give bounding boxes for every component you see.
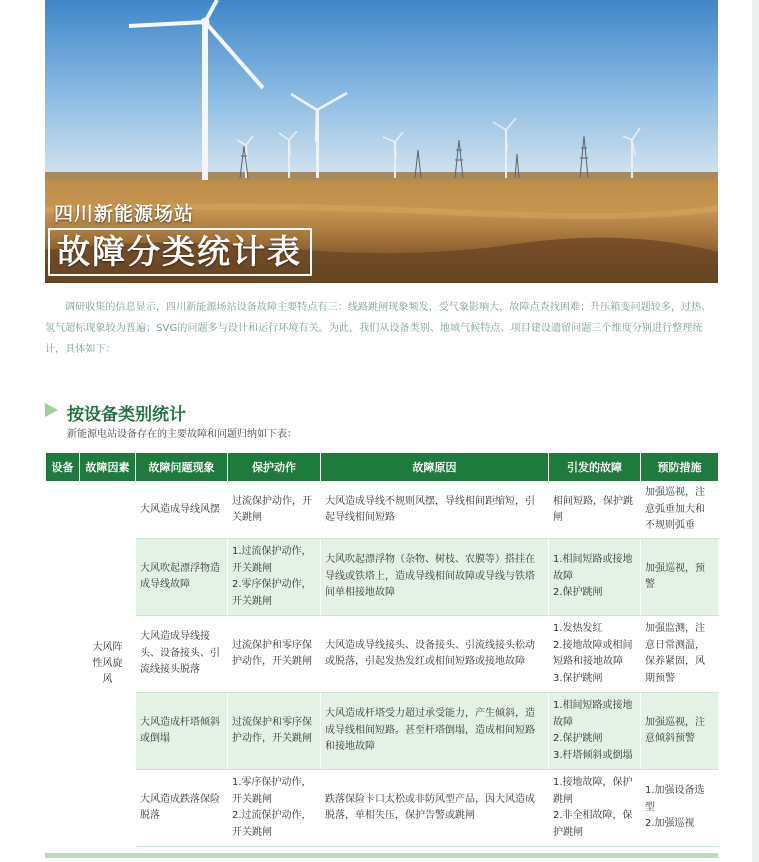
prevention-cell: 加强巡视，注意倾斜预警 bbox=[641, 693, 719, 770]
action-cell: 过流保护动作，开关跳闸 bbox=[228, 482, 321, 539]
intro-paragraph: 调研收集的信息显示，四川新能源场站设备故障主要特点有三：线路跳闸现象频发，受气象影响大，故障点查找困难；升压箱变问题较多，过热、氢气超标现象较为普遍；SVG的问题多与设计和运行环境有关。为此，我们从设备类别、地域气候特点、项目建设遗留问题三个维度分别进行整理统计，具体如下： bbox=[45, 302, 712, 355]
section-title: 按设备类别统计 bbox=[67, 405, 186, 425]
phenomenon-cell: 大风造成杆塔倾斜或倒塌 bbox=[136, 693, 228, 770]
result-cell: 1.接地故障，保护跳闸 2.非全相故障，保护跳闸 bbox=[549, 770, 641, 847]
prevention-cell: 加强巡视，预警 bbox=[641, 539, 719, 616]
cause-cell: 大风造成导线接头、设备接头、引流线接头松动或脱落，引起发热发红或相间短路或接地故障 bbox=[321, 616, 549, 693]
fault-table bbox=[45, 452, 719, 847]
action-cell: 1.零序保护动作，开关跳闸 2.过流保护动作，开关跳闸 bbox=[228, 770, 321, 847]
bottom-divider bbox=[45, 853, 718, 858]
hero-title: 故障分类统计表 bbox=[48, 228, 312, 276]
header-prevention: 预防措施 bbox=[641, 453, 719, 482]
table-row bbox=[46, 482, 719, 539]
page-edge bbox=[752, 0, 759, 862]
phenomenon-cell: 大风造成导线风摆 bbox=[136, 482, 228, 539]
table-row bbox=[46, 539, 719, 616]
header-factor: 故障因素 bbox=[80, 453, 136, 482]
result-cell: 相间短路，保护跳闸 bbox=[549, 482, 641, 539]
section-description: 新能源电站设备存在的主要故障和问题归纳如下表： bbox=[67, 429, 297, 440]
cause-cell: 大风造成杆塔受力超过承受能力，产生倾斜，造成导线相间短路。甚至杆塔倒塌，造成相间短路和接地故障 bbox=[321, 693, 549, 770]
cause-cell: 大风造成导线不规则风摆，导线相间距缩短，引起导线相间短路 bbox=[321, 482, 549, 539]
result-cell: 1.发热发红 2.接地故障或相间短路和接地故障 3.保护跳闸 bbox=[549, 616, 641, 693]
prevention-cell: 加强巡视，注意弧垂加大和不规则弧垂 bbox=[641, 482, 719, 539]
equipment-cell: 集电线路 bbox=[46, 482, 80, 847]
phenomenon-cell: 大风吹起漂浮物造成导线故障 bbox=[136, 539, 228, 616]
factor-text: 大风阵性风旋风 bbox=[92, 642, 123, 685]
header-action: 保护动作 bbox=[228, 453, 321, 482]
prevention-cell: 1.加强设备选型 2.加强巡视 bbox=[641, 770, 719, 847]
triangle-arrow-icon bbox=[45, 403, 58, 417]
table-header-row bbox=[46, 453, 719, 482]
header-phenomenon: 故障问题现象 bbox=[136, 453, 228, 482]
action-cell: 过流保护和零序保护动作，开关跳闸 bbox=[228, 693, 321, 770]
hero-banner bbox=[45, 0, 718, 283]
result-cell: 1.相间短路或接地故障 2.保护跳闸 3.杆塔倾斜或倒塌 bbox=[549, 693, 641, 770]
action-cell: 1.过流保护动作，开关跳闸 2.零序保护动作，开关跳闸 bbox=[228, 539, 321, 616]
prevention-cell: 加强监测，注意日常测温，保养紧固，风期预警 bbox=[641, 616, 719, 693]
table-row bbox=[46, 693, 719, 770]
action-cell: 过流保护和零序保护动作，开关跳闸 bbox=[228, 616, 321, 693]
cause-cell: 跌落保险卡口太松或非防风型产品，因大风造成脱落，单相失压，保护告警或跳闸 bbox=[321, 770, 549, 847]
table-row bbox=[46, 616, 719, 693]
cause-cell: 大风吹起漂浮物（杂物、树枝、农膜等）搭挂在导线或铁塔上，造成导线相间故障或导线与铁塔间单相接地故障 bbox=[321, 539, 549, 616]
table-row bbox=[46, 770, 719, 847]
result-cell: 1.相间短路或接地故障 2.保护跳闸 bbox=[549, 539, 641, 616]
header-cause: 故障原因 bbox=[321, 453, 549, 482]
header-equipment: 设备 bbox=[46, 453, 80, 482]
phenomenon-cell: 大风造成导线接头、设备接头、引流线接头脱落 bbox=[136, 616, 228, 693]
phenomenon-cell: 大风造成跌落保险脱落 bbox=[136, 770, 228, 847]
header-result: 引发的故障 bbox=[549, 453, 641, 482]
factor-cell bbox=[80, 482, 136, 847]
hero-subtitle: 四川新能源场站 bbox=[54, 203, 195, 225]
